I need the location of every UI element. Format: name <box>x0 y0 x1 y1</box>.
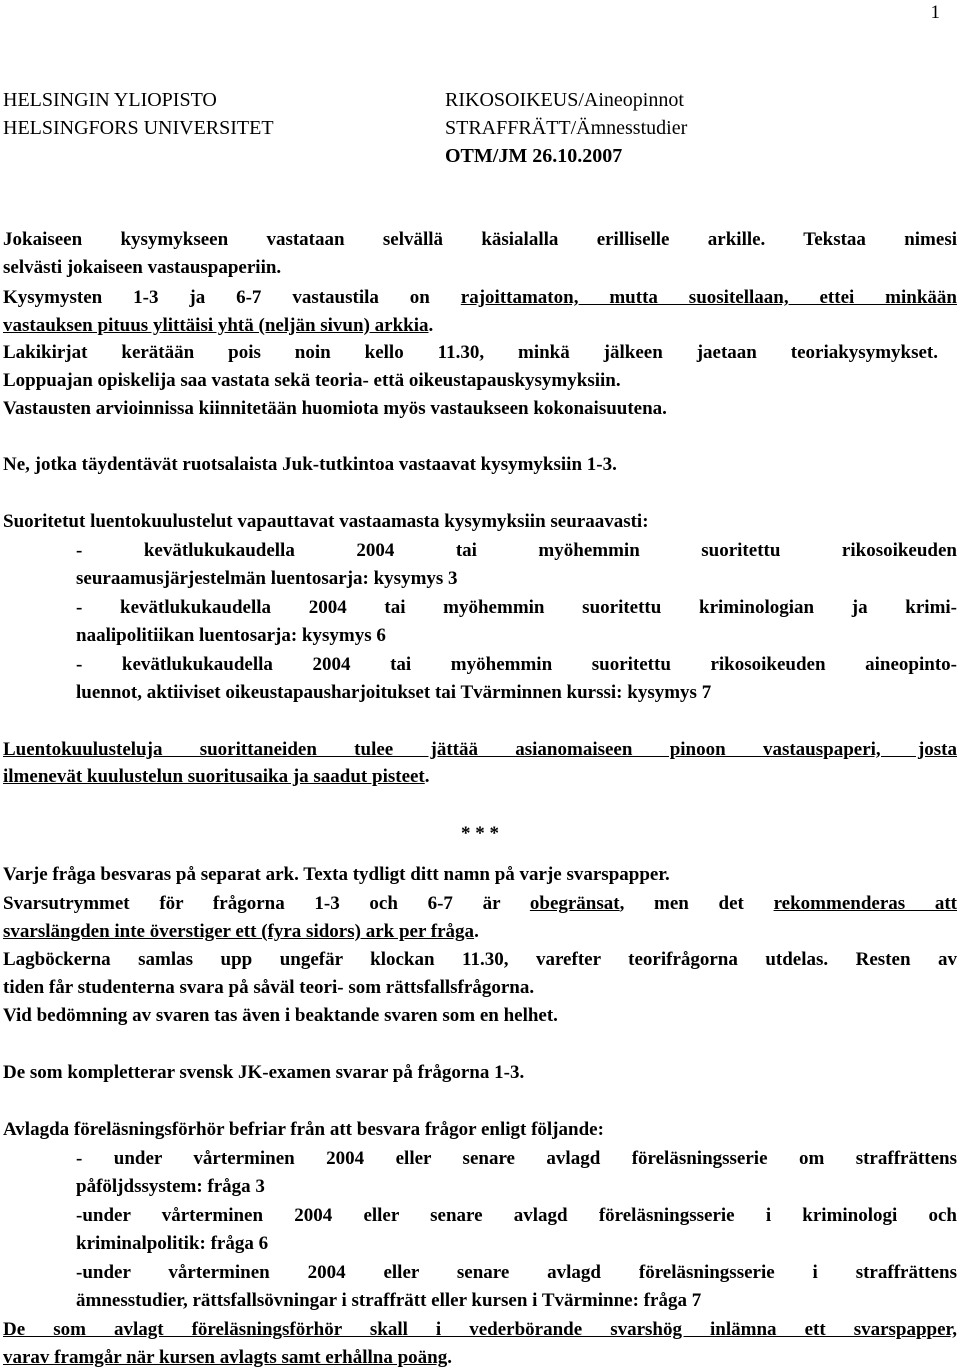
fi-exemption-item: - kevätlukukaudella 2004 tai myöhemmin suoritettu rikosoikeuden aineopinto- <box>76 654 957 675</box>
fi-instruction-line <box>3 284 957 312</box>
sv-exemption-item: -under vårterminen 2004 eller senare avlagd föreläsningsserie i straffrättens <box>76 1262 957 1283</box>
section-separator: * * * <box>461 823 499 844</box>
fi-underlined-text: vastauksen pituus ylittäisi yhtä (neljän sivun) arkkia <box>3 315 429 336</box>
sv-underlined-text: svarslängden inte överstiger ett (fyra sidors) ark per fråga <box>3 921 475 942</box>
fi-note-line: Luentokuulusteluja suorittaneiden tulee jättää asianomaiseen pinoon vastauspaperi, josta <box>3 739 957 760</box>
fi-instruction-line: Jokaiseen kysymykseen vastataan selvällä käsialalla erilliselle arkille. Tekstaa nimesi <box>3 229 957 250</box>
sv-exemption-item: ämnesstudier, rättsfallsövningar i straffrätt eller kursen i Tvärminne: fråga 7 <box>76 1290 702 1311</box>
header-left <box>3 86 274 142</box>
sv-instruction-line <box>3 918 957 946</box>
fi-exemption-item: - kevätlukukaudella 2004 tai myöhemmin suoritettu kriminologian ja krimi- <box>76 597 957 618</box>
sv-underlined-text: varav framgår när kursen avlagts samt erhållna poäng <box>3 1347 448 1368</box>
sv-instruction-line: Varje fråga besvaras på separat ark. Texta tydligt ditt namn på varje svarspapper. <box>3 864 670 885</box>
fi-instruction-line: Ne, jotka täydentävät ruotsalaista Juk-tutkintoa vastaavat kysymyksiin 1-3. <box>3 454 617 475</box>
sv-instruction-line <box>3 890 957 918</box>
sv-exemption-intro: Avlagda föreläsningsförhör befriar från att besvara frågor enligt följande: <box>3 1119 604 1140</box>
sv-note-line <box>3 1344 957 1372</box>
fi-exemption-intro: Suoritetut luentokuulustelut vapauttavat vastaamasta kysymyksiin seuraavasti: <box>3 511 649 532</box>
sv-exemption-item: -under vårterminen 2004 eller senare avlagd föreläsningsserie i kriminologi och <box>76 1205 957 1226</box>
sv-note-line: De som avlagt föreläsningsförhör skall i vederbörande svarshög inlämna ett svarspapper, <box>3 1319 957 1340</box>
university-name-fi: HELSINGIN YLIOPISTO <box>3 89 217 111</box>
fi-note-line <box>3 763 957 791</box>
sv-exemption-item: påföljdssystem: fråga 3 <box>76 1176 265 1197</box>
fi-underlined-text: ilmenevät kuulustelun suoritusaika ja saadut pisteet <box>3 766 425 787</box>
fi-text: Kysymysten 1-3 ja 6-7 vastaustila on <box>3 287 461 308</box>
course-name-fi: RIKOSOIKEUS/Aineopinnot <box>445 89 684 111</box>
fi-instruction-line <box>3 312 957 340</box>
sv-underlined-text: obegränsat <box>529 893 620 914</box>
course-name-sv: STRAFFRÄTT/Ämnesstudier <box>445 117 688 139</box>
fi-exemption-item: luennot, aktiiviset oikeustapausharjoitukset tai Tvärminnen kurssi: kysymys 7 <box>76 682 712 703</box>
university-name-sv: HELSINGFORS UNIVERSITET <box>3 117 274 139</box>
sv-instruction-line: Lagböckerna samlas upp ungefär klockan 11.30, varefter teorifrågorna utdelas. Resten av <box>3 949 957 970</box>
fi-exemption-item: naalipolitiikan luentosarja: kysymys 6 <box>76 625 386 646</box>
sv-instruction-line: De som kompletterar svensk JK-examen svarar på frågorna 1-3. <box>3 1062 525 1083</box>
sv-instruction-line: Vid bedömning av svaren tas även i beaktande svaren som en helhet. <box>3 1005 558 1026</box>
page-number: 1 <box>930 2 940 23</box>
fi-instruction-line: selvästi jokaiseen vastauspaperiin. <box>3 257 282 278</box>
sv-exemption-item: kriminalpolitik: fråga 6 <box>76 1233 269 1254</box>
sv-text: . <box>474 921 479 942</box>
fi-text: . <box>428 315 434 336</box>
sv-underlined-text: rekommenderas att <box>773 893 957 914</box>
fi-exemption-item: seuraamusjärjestelmän luentosarja: kysymys 3 <box>76 568 458 589</box>
fi-underlined-text: rajoittamaton, mutta suositellaan, ettei minkään <box>460 287 957 308</box>
fi-instruction-line: Lakikirjat kerätään pois noin kello 11.30, minkä jälkeen jaetaan teoriakysymykset. <box>3 342 938 363</box>
sv-text: Svarsutrymmet för frågorna 1-3 och 6-7 är <box>3 893 530 914</box>
header-right <box>445 86 687 170</box>
fi-exemption-item: - kevätlukukaudella 2004 tai myöhemmin suoritettu rikosoikeuden <box>76 540 957 561</box>
exam-date: OTM/JM 26.10.2007 <box>445 145 623 167</box>
sv-text: , men det <box>619 893 774 914</box>
fi-instruction-line: Loppuajan opiskelija saa vastata sekä teoria- että oikeustapauskysymyksiin. <box>3 370 621 391</box>
sv-instruction-line: tiden får studenterna svara på såväl teori- som rättsfallsfrågorna. <box>3 977 535 998</box>
sv-text: . <box>447 1347 452 1368</box>
sv-exemption-item: - under vårterminen 2004 eller senare avlagd föreläsningsserie om straffrättens <box>76 1148 957 1169</box>
fi-text: . <box>424 766 430 787</box>
fi-instruction-line: Vastausten arvioinnissa kiinnitetään huomiota myös vastaukseen kokonaisuutena. <box>3 398 667 419</box>
